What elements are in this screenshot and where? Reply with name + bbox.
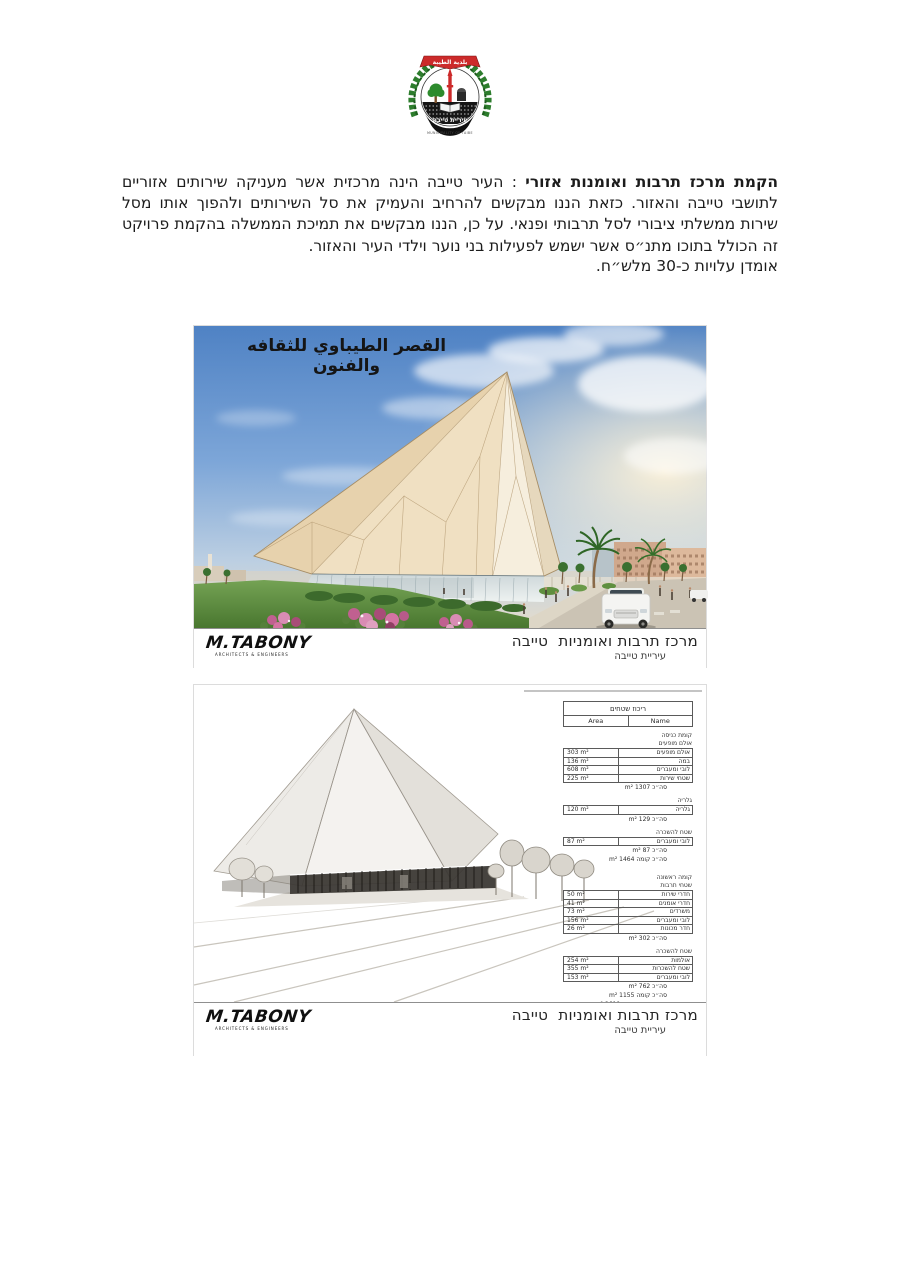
caption-title: מרכז תרבות ואומניות טייבה xyxy=(511,1006,698,1024)
table-section: קומת כניסה אולם מופעים אולם מופעים 303 m² במה 136 m² לובי ומעברים 608 m² שטחי שירות 225 m² סה״כ 1307 m² xyxy=(563,732,693,792)
figure-color-render xyxy=(193,325,707,668)
figure2-caption xyxy=(194,1002,706,1056)
emblem-hebrew-name: עיריית טייבה xyxy=(432,117,468,124)
table-row: חדרי שירות 50 m² xyxy=(567,891,690,898)
table-section: גלריה גלריה 120 m² סה״כ 129 m² xyxy=(563,797,693,824)
figure-sketch-sheet xyxy=(193,684,707,1056)
architect-subtitle: ARCHITECTS & ENGINEERS xyxy=(215,1026,289,1031)
areas-table xyxy=(563,701,693,1009)
architect-name: M.TABONY xyxy=(204,1007,312,1027)
intro-body: העיר טייבה הינה מרכזית אשר מעניקה שירותים אזוריים לתושבי טייבה והאזור. כזאת הננו מבקשים להרחיב והעמיק את סל השירותים ולהפוך אותו מסל שירות ממשלתי ציבורי לסל תרבותי ופנאי. על כן, הננו מבקשים את תמיכת הממשלה בהקמת פרויקט זה הכולל בתוכו מתנ״ס אשר ישמש לפעילות בני נוער וילדי העיר והאזור. xyxy=(117,172,778,255)
table-row: לובי ומעברים 156 m² xyxy=(564,916,692,925)
table-row: גלריה 120 m² xyxy=(567,806,690,813)
emblem-arabic-name: بلدية الطيبة xyxy=(432,59,468,66)
table-row: חדר מכונות 26 m² xyxy=(564,924,692,933)
section-total: סה״כ 87 m² xyxy=(632,847,667,854)
section-total: סה״כ 129 m² xyxy=(628,815,667,823)
render-photo xyxy=(194,326,706,628)
col-name: Name xyxy=(650,717,670,725)
col-area: Area xyxy=(564,716,629,726)
emblem-english-name: MUNICIPALITY OF TAIBE xyxy=(427,131,473,135)
intro-paragraph xyxy=(117,172,779,258)
floor-total: סה״כ קומה 1464 m² xyxy=(608,856,667,863)
table-section: שטח להשכרה אולמות 254 m² שטח להשכרות 355 m² לובי ומעברים 153 m² סה״כ 762 m² סה״כ קומה 1155 m² xyxy=(563,948,693,1010)
table-row: במה 136 m² xyxy=(564,757,692,766)
table-row: לובי ומעברים 153 m² xyxy=(564,973,692,982)
architect-logo xyxy=(206,633,311,657)
intro-heading: הקמת מרכז תרבות ואומנות אזורי xyxy=(525,172,779,191)
table-row: אולם מופעים 303 m² xyxy=(567,749,690,756)
table-row: שטחי שירות 225 m² xyxy=(564,774,692,783)
floor-total: סה״כ קומה 1155 m² xyxy=(608,992,667,999)
table-row: חדרי אומנים 41 m² xyxy=(564,899,692,908)
section-total: סה״כ 1307 m² xyxy=(624,784,667,791)
areas-table-header xyxy=(563,701,693,727)
caption-title: מרכז תרבות ואומניות טייבה xyxy=(511,632,698,650)
section-total: סה״כ 302 m² xyxy=(628,934,667,942)
table-row: שטח להשכרות 355 m² xyxy=(564,964,692,973)
caption-subtitle: עיריית טייבה xyxy=(614,1025,666,1036)
figure1-caption xyxy=(194,628,706,668)
table-row: לובי ומעברים 87 m² xyxy=(567,837,690,845)
table-row: משרדים 73 m² xyxy=(564,907,692,916)
architect-name: M.TABONY xyxy=(204,633,312,653)
render-arabic-title: القصر الطيباوي للثقافه والفنون xyxy=(246,336,447,376)
caption-subtitle: עיריית טייבה xyxy=(614,651,666,662)
cost-estimate-line: אומדן עלויות כ-30 מלש״ח. xyxy=(595,257,778,275)
table-row: לובי ומעברים 608 m² xyxy=(564,765,692,774)
emblem-structure xyxy=(457,88,466,101)
areas-table-title: ריכוז שטחים xyxy=(564,702,692,716)
table-section: שטח להשכרה לובי ומעברים 87 m² סה״כ 87 m² סה״כ קומה 1464 m² xyxy=(563,829,693,865)
municipality-emblem xyxy=(400,52,500,146)
sketch-sheet xyxy=(194,685,706,1002)
table-row: אולמות 254 m² xyxy=(567,956,690,964)
architect-subtitle: ARCHITECTS & ENGINEERS xyxy=(215,652,289,657)
intro-colon: : xyxy=(503,172,526,191)
section-total: סה״כ 762 m² xyxy=(628,983,667,990)
table-section: קומה ראשונה שטחי תרבות חדרי שירות 50 m² חדרי אומנים 41 m² משרדים 73 m² לובי ומעברים 156 m² חדר מכונות 26 m² סה״כ 302 m² xyxy=(563,874,693,943)
architect-logo xyxy=(206,1007,311,1031)
